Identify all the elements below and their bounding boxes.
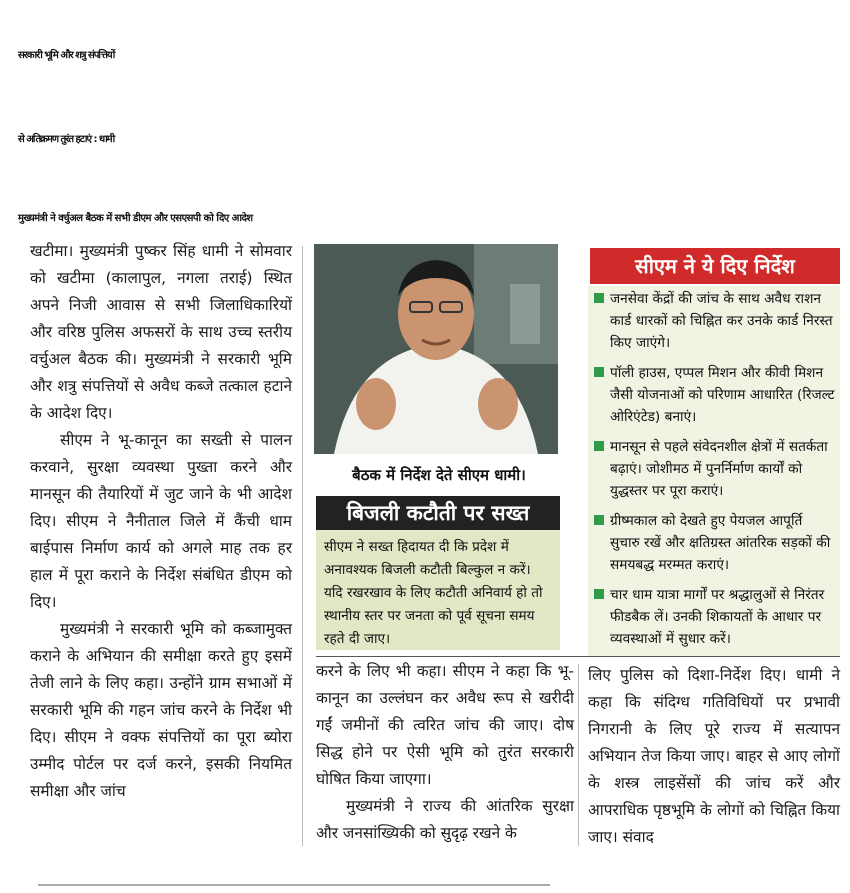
article-paragraph: सीएम ने भू-कानून का सख्ती से पालन करवाने, सुरक्षा व्यवस्था पुख्ता करने और मानसून की तैयारियों में जुट जाने के भी आदेश दिए। सीएम ने नैनीताल जिले में कैंची धाम बाईपास निर्माण कार्य को अगले माह तक हर हाल में पूरा कराने के निर्देश संबंधित डीएम को दिए। [30,431,292,611]
photo-caption: बैठक में निर्देश देते सीएम धामी। [352,466,526,484]
article-paragraph: खटीमा। मुख्यमंत्री पुष्कर सिंह धामी ने सोमवार को खटीमा (कालापुल, नगला तराई) स्थित अपने निजी आवास से सभी जिलाधिकारियों और वरिष्ठ पुलिस अफसरों के साथ उच्च स्तरीय वर्चुअल बैठक की। मुख्यमंत्री ने सरकारी भूमि और शत्रु संपत्तियों से अवैध कब्जे तत्काल हटाने के आदेश दिए। [30,242,292,422]
directive-item: जनसेवा केंद्रों की जांच के साथ अवैध राशन कार्ड धारकों को चिह्नित कर उनके कार्ड निरस्त किए जाएंगे। [594,288,836,354]
directive-item: चार धाम यात्रा मार्गों पर श्रद्धालुओं से निरंतर फीडबैक लें। उनकी शिकायतों के आधार पर व्यवस्थाओं में सुधार करें। [594,584,836,650]
article-paragraph: करने के लिए भी कहा। सीएम ने कहा कि भू-कानून का उल्लंघन कर अवैध रूप से खरीदी गईं जमीनों की त्वरित जांच की जाए। दोष सिद्ध होने पर ऐसी भूमि को तुरंत सरकारी घोषित किया जाएगा। [316,662,574,788]
green-square-bullet-icon [594,589,604,599]
subheadline: मुख्यमंत्री ने वर्चुअल बैठक में सभी डीएम और एसएसपी को दिए आदेश [18,213,253,224]
article-column-left [30,238,292,805]
sidebox-body: सीएम ने सख्त हिदायत दी कि प्रदेश में अनावश्यक बिजली कटौती बिल्कुल न करें। यदि रखरखाव के लिए कटौती अनिवार्य हो तो स्थानीय स्तर पर जनता को पूर्व सूचना समय रहते दी जाए। [316,530,560,650]
directive-item: ग्रीष्मकाल को देखते हुए पेयजल आपूर्ति सुचारु रखें और क्षतिग्रस्त आंतरिक सड़कों की समयबद्ध मरम्मत कराएं। [594,510,836,576]
headline [18,14,838,182]
article-column-middle [316,658,574,847]
person-photo-illustration [314,244,558,454]
column-divider [302,246,303,846]
cm-photo [314,244,558,454]
directives-title: सीएम ने ये दिए निर्देश [590,248,840,284]
article-column-right [588,662,840,851]
section-divider [316,656,840,657]
footer-rule [38,884,550,886]
column-divider [578,664,579,846]
green-square-bullet-icon [594,293,604,303]
green-square-bullet-icon [594,367,604,377]
directive-item: मानसून से पहले संवेदनशील क्षेत्रों में सतर्कता बढ़ाएं। जोशीमठ में पुनर्निर्माण कार्यों को युद्धस्तर पर पूरा कराएं। [594,436,836,502]
article-paragraph: मुख्यमंत्री ने सरकारी भूमि को कब्जामुक्त कराने के अभियान की समीक्षा करते हुए इसमें तेजी लाने के लिए कहा। उन्होंने ग्राम सभाओं में सरकारी भूमि की गहन जांच करने के निर्देश भी दिए। सीएम ने वक्फ संपत्तियों का पूरा ब्योरा उम्मीद पोर्टल पर दर्ज करने, इसकी नियमित समीक्षा और जांच [30,620,292,800]
green-square-bullet-icon [594,441,604,451]
headline-line-2: से अतिक्रमण तुरंत हटाएं : धामी [18,134,115,145]
headline-line-1: सरकारी भूमि और शत्रु संपत्तियों [18,50,115,61]
green-square-bullet-icon [594,515,604,525]
sidebox-title: बिजली कटौती पर सख्त [316,496,560,530]
article-paragraph: लिए पुलिस को दिशा-निर्देश दिए। धामी ने कहा कि संदिग्ध गतिविधियों पर प्रभावी निगरानी के लिए पूरे राज्य में सत्यापन अभियान तेज किया जाए। बाहर से आए लोगों के शस्त्र लाइसेंसों की जांच करें और आपराधिक पृष्ठभूमि के लोगों को चिह्नित किया जाए। संवाद [588,666,840,846]
directives-panel [588,286,840,656]
article-paragraph: मुख्यमंत्री ने राज्य की आंतरिक सुरक्षा और जनसांख्यिकी को सुदृढ़ रखने के [316,797,574,842]
directive-item: पॉली हाउस, एप्पल मिशन और कीवी मिशन जैसी योजनाओं को परिणाम आधारित (रिजल्ट ओरिएंटेड) बनाएं। [594,362,836,428]
